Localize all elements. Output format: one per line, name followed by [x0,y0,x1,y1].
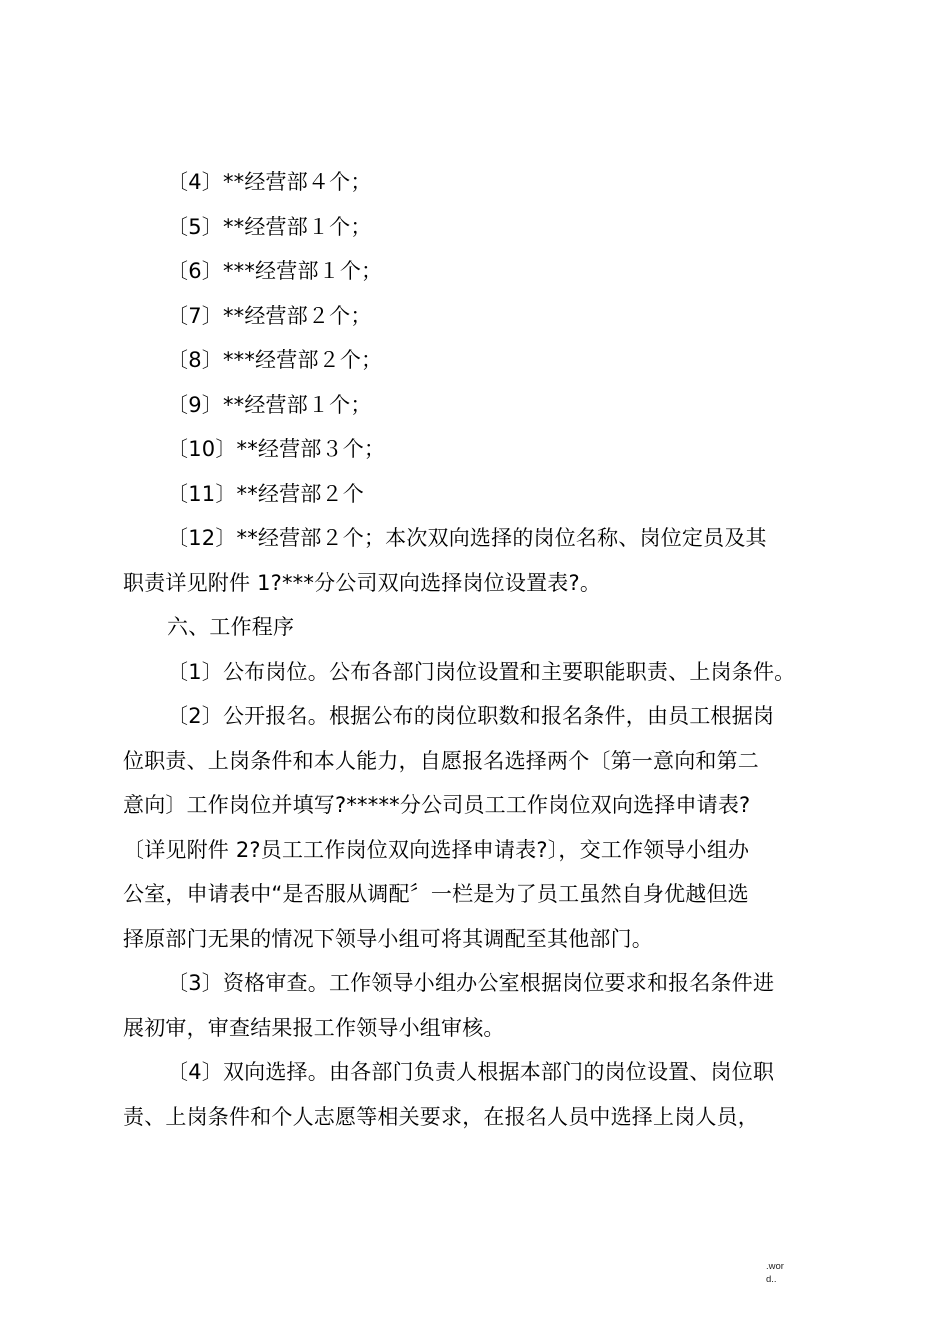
text-line: 〔1〕公布岗位。公布各部门岗位设置和主要职能职责、上岗条件。 [167,659,796,684]
page-footer [766,1260,784,1286]
text-line: 〔4〕双向选择。由各部门负责人根据本部门的岗位设置、岗位职 [167,1060,775,1084]
text-line: 六、工作程序 [167,615,295,639]
text-line: 〔5〕**经营部１个； [167,214,372,239]
text-line: 〔8〕***经营部２个； [167,348,383,372]
text-line: 责、上岗条件和个人志愿等相关要求，在报名人员中选择上岗人员， [123,1104,759,1129]
text-line: 〔6〕***经营部１个； [167,259,383,283]
text-line: 〔9〕**经营部１个； [167,392,372,417]
text-line: 〔4〕**经营部４个； [167,170,372,194]
text-line: 〔2〕公开报名。根据公布的岗位职数和报名条件，由员工根据岗 [167,704,775,728]
text-line: 择原部门无果的情况下领导小组可将其调配至其他部门。 [123,926,653,951]
text-line: 职责详见附件 1?***分公司双向选择岗位设置表?。 [123,570,602,595]
text-line: 〔12〕**经营部２个；本次双向选择的岗位名称、岗位定员及其 [167,526,767,550]
text-line: 〔详见附件 2?员工工作岗位双向选择申请表?〕，交工作领导小组办 [123,837,750,862]
text-line: 位职责、上岗条件和本人能力，自愿报名选择两个〔第一意向和第二 [123,748,759,773]
footer-line-2: d.. [766,1274,777,1285]
document-body [123,160,838,1139]
text-line: 〔10〕**经营部３个； [167,437,386,461]
text-line: 〔11〕**经营部２个 [167,481,364,506]
footer-line-1: .wor [766,1261,784,1272]
text-line: 〔7〕**经营部２个； [167,303,372,328]
text-line: 展初审，审查结果报工作领导小组审核。 [123,1015,505,1040]
text-line: 〔3〕资格审查。工作领导小组办公室根据岗位要求和报名条件进 [167,971,775,995]
text-line: 意向〕工作岗位并填写?*****分公司员工工作岗位双向选择申请表? [123,793,751,817]
text-line: 公室，申请表中“是否服从调配〞一栏是为了员工虽然自身优越但选 [123,882,749,906]
